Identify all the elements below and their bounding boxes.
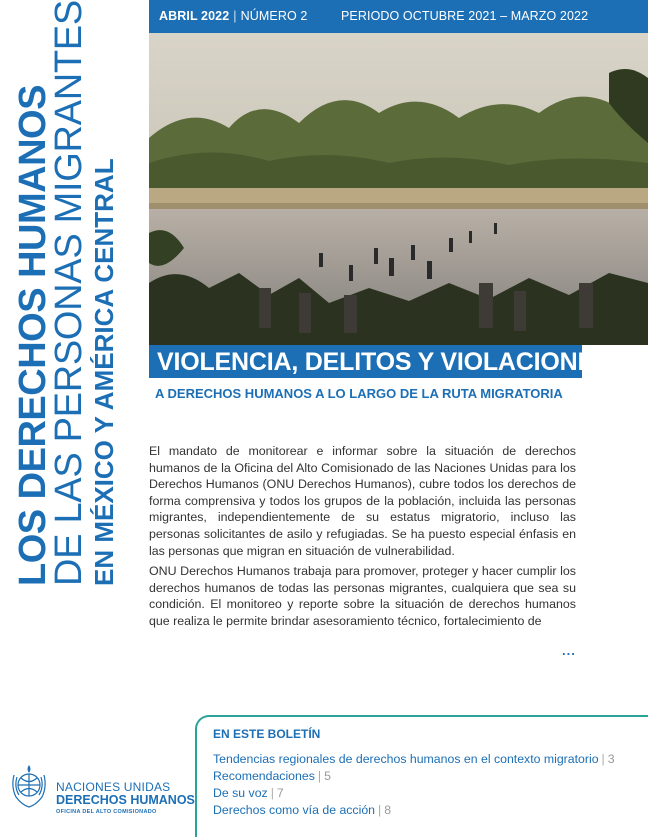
- intro-text: [149, 443, 576, 634]
- intro-paragraph-2: ONU Derechos Humanos trabaja para promover, proteger y hacer cumplir los derechos humanos de todas las personas migrantes, cualquiera que sea su condición. El monitoreo y reporte sobre la situación de derechos humanos que realiza le permite brindar asesoramiento técnico, fortalecimiento de: [149, 564, 576, 628]
- contents-item-page: 3: [607, 752, 615, 766]
- issue-date: ABRIL 2022: [159, 9, 230, 23]
- logo-line-3: OFICINA DEL ALTO COMISIONADO: [56, 809, 157, 815]
- un-emblem-icon: [8, 763, 50, 811]
- contents-item[interactable]: [213, 802, 615, 819]
- issue-header-band: [149, 0, 648, 33]
- contents-item-label: Derechos como vía de acción: [213, 803, 375, 817]
- intro-paragraph-1: El mandato de monitorear e informar sobre la situación de derechos humanos de la Oficina del Alto Comisionado de las Naciones Unidas para los Derechos Humanos (ONU Derechos Humanos), cubre todos los derechos de forma comprensiva y todos los grupos de la población, incluida las personas migrantes, independientemente de su estatus migratorio, incluso las personas solicitantes de asilo y refugiadas. Se ha puesto especial énfasis en las personas que migran en situación de vulnerabilidad.: [149, 444, 576, 558]
- contents-item[interactable]: [213, 751, 615, 768]
- reporting-period: PERIODO OCTUBRE 2021 – MARZO 2022: [341, 9, 589, 23]
- contents-item-page: 7: [276, 786, 284, 800]
- headline-title: VIOLENCIA, DELITOS Y VIOLACIONES: [149, 345, 582, 378]
- publication-title: [10, 0, 140, 586]
- contents-item[interactable]: [213, 768, 615, 785]
- contents-item-page: 8: [384, 803, 392, 817]
- logo-line-2: DERECHOS HUMANOS: [56, 793, 195, 807]
- issue-info: [159, 9, 307, 23]
- logo-line-1: NACIONES UNIDAS: [56, 780, 171, 794]
- contents-item-label: De su voz: [213, 786, 268, 800]
- contents-item-page: 5: [324, 769, 331, 783]
- issue-number: NÚMERO 2: [240, 9, 308, 23]
- title-line-3: EN MÉXICO Y AMÉRICA CENTRAL: [89, 158, 119, 586]
- contents-item-label: Recomendaciones: [213, 769, 315, 783]
- cover-photo: [149, 33, 648, 345]
- contents-item-label: Tendencias regionales de derechos humanos en el contexto migratorio: [213, 752, 599, 766]
- contents-separator: |: [378, 803, 382, 817]
- contents-heading: EN ESTE BOLETÍN: [213, 727, 321, 741]
- un-human-rights-logo: [8, 763, 195, 823]
- contents-separator: |: [317, 769, 322, 783]
- headline-subtitle: A DERECHOS HUMANOS A LO LARGO DE LA RUTA MIGRATORIA: [155, 386, 563, 401]
- issue-separator: |: [233, 9, 237, 23]
- contents-item[interactable]: [213, 785, 615, 802]
- contents-separator: |: [270, 786, 274, 800]
- contents-separator: |: [601, 752, 605, 766]
- contents-list: [213, 751, 615, 819]
- title-line-2: DE LAS PERSONAS MIGRANTES: [48, 0, 90, 586]
- continue-ellipsis: ...: [562, 643, 576, 658]
- newsletter-contents-box: [195, 715, 648, 837]
- title-line-1: LOS DERECHOS HUMANOS: [12, 85, 54, 586]
